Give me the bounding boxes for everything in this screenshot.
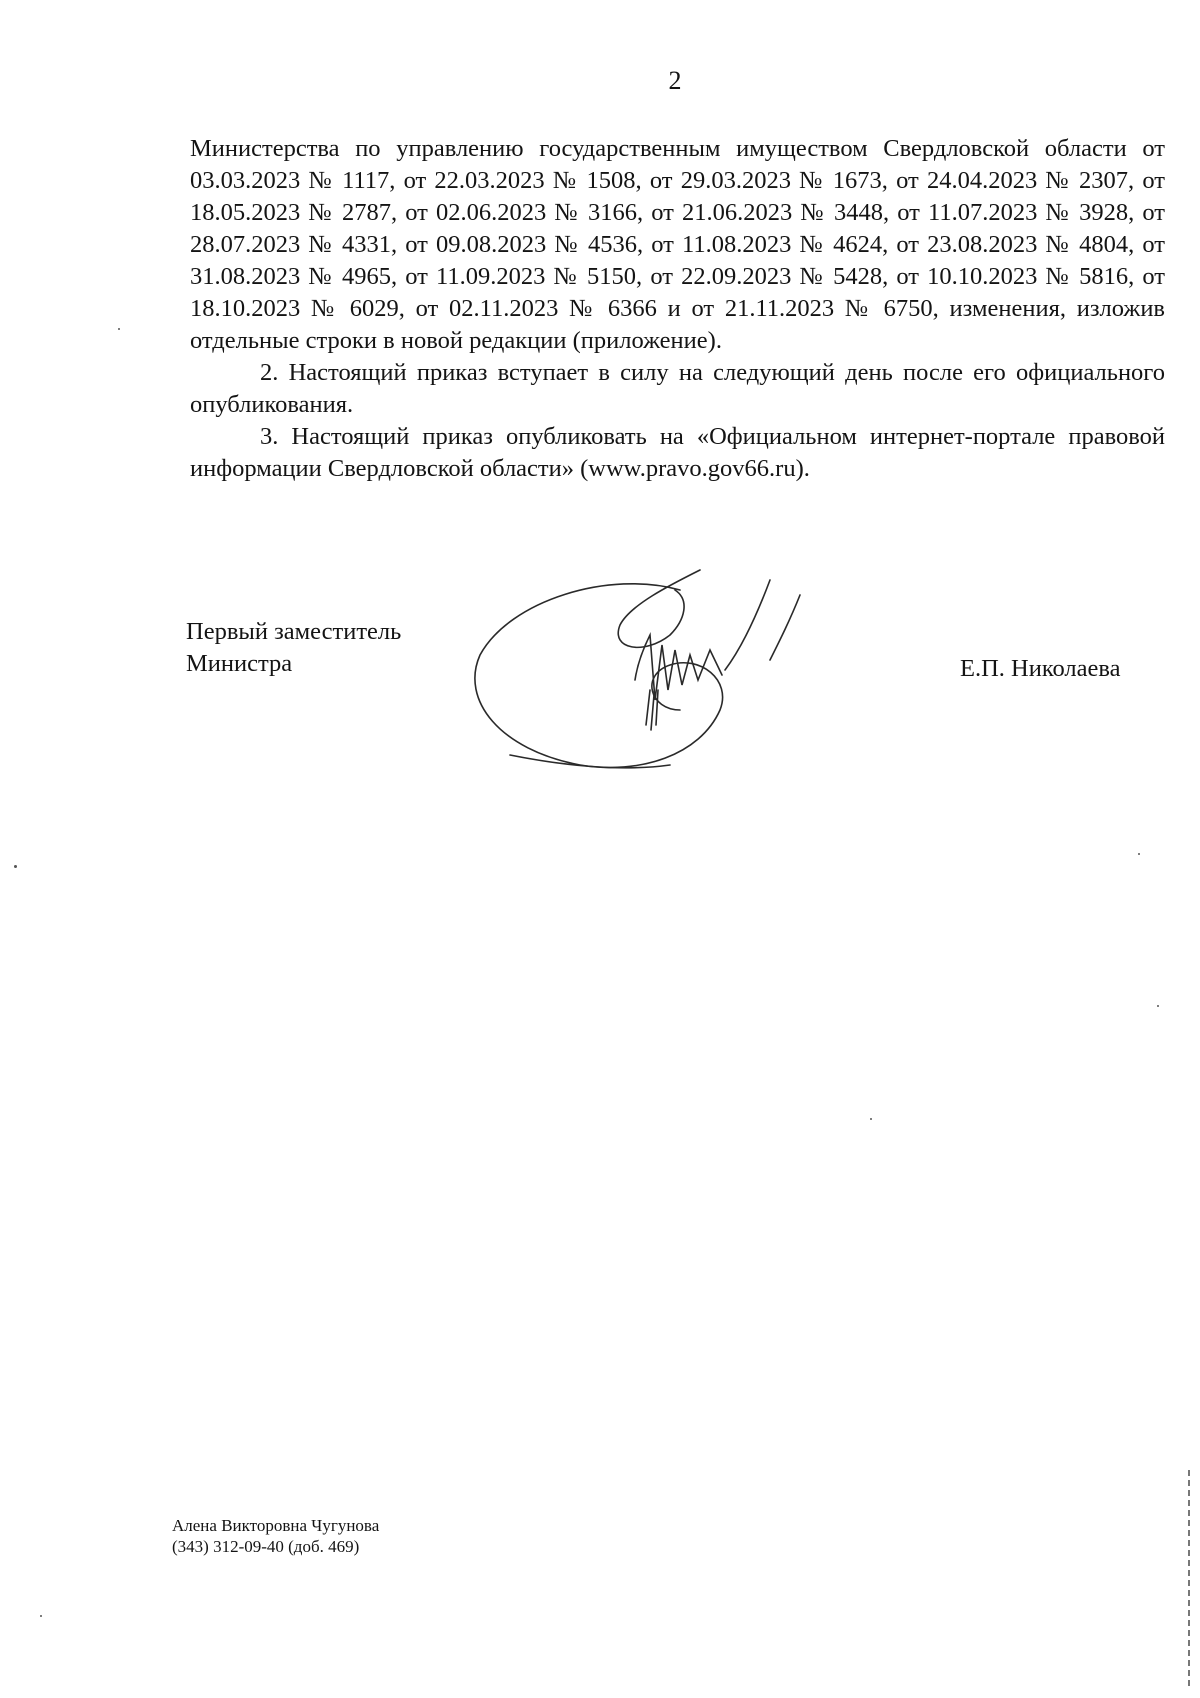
paragraph-3: 3. Настоящий приказ опубликовать на «Официальном интернет-портале правовой информации Свердловской области» (www.pravo.gov66.ru).	[190, 423, 1165, 482]
executor-name: Алена Викторовна Чугунова	[172, 1516, 380, 1535]
signatory-title-line2: Министра	[186, 650, 293, 677]
scan-edge-artifact	[1188, 1470, 1190, 1690]
handwritten-signature-icon	[470, 560, 860, 785]
page-number: 2	[668, 66, 682, 95]
document-body	[190, 133, 1165, 485]
scan-speck	[1157, 1005, 1159, 1007]
executor-phone: (343) 312-09-40 (доб. 469)	[172, 1537, 360, 1556]
signatory-title	[186, 616, 401, 680]
signatory-name: Е.П. Николаева	[960, 655, 1121, 682]
scan-speck	[118, 328, 120, 330]
paragraph-2: 2. Настоящий приказ вступает в силу на следующий день после его официального опубликования.	[190, 359, 1165, 418]
scan-speck	[40, 1615, 42, 1617]
scan-speck	[1138, 853, 1140, 855]
signatory-title-line1: Первый заместитель	[186, 618, 402, 645]
paragraph-1-continuation: Министерства по управлению государственным имуществом Свердловской области от 03.03.2023 № 1117, от 22.03.2023 № 1508, от 29.03.2023 № 1673, от 24.04.2023 № 2307, от 18.05.2023 № 2787, от 02.06.2023 № 3166, от 21.06.2023 № 3448, от 11.07.2023 № 3928, от 28.07.2023 № 4331, от 09.08.2023 № 4536, от 11.08.2023 № 4624, от 23.08.2023 № 4804, от 31.08.2023 № 4965, от 11.09.2023 № 5150, от 22.09.2023 № 5428, от 10.10.2023 № 5816, от 18.10.2023 № 6029, от 02.11.2023 № 6366 и от 21.11.2023 № 6750, изменения, изложив отдельные строки в новой редакции (приложение).	[190, 135, 1165, 354]
scan-speck	[870, 1118, 872, 1120]
executor-block	[172, 1515, 379, 1557]
scan-speck	[14, 865, 17, 868]
